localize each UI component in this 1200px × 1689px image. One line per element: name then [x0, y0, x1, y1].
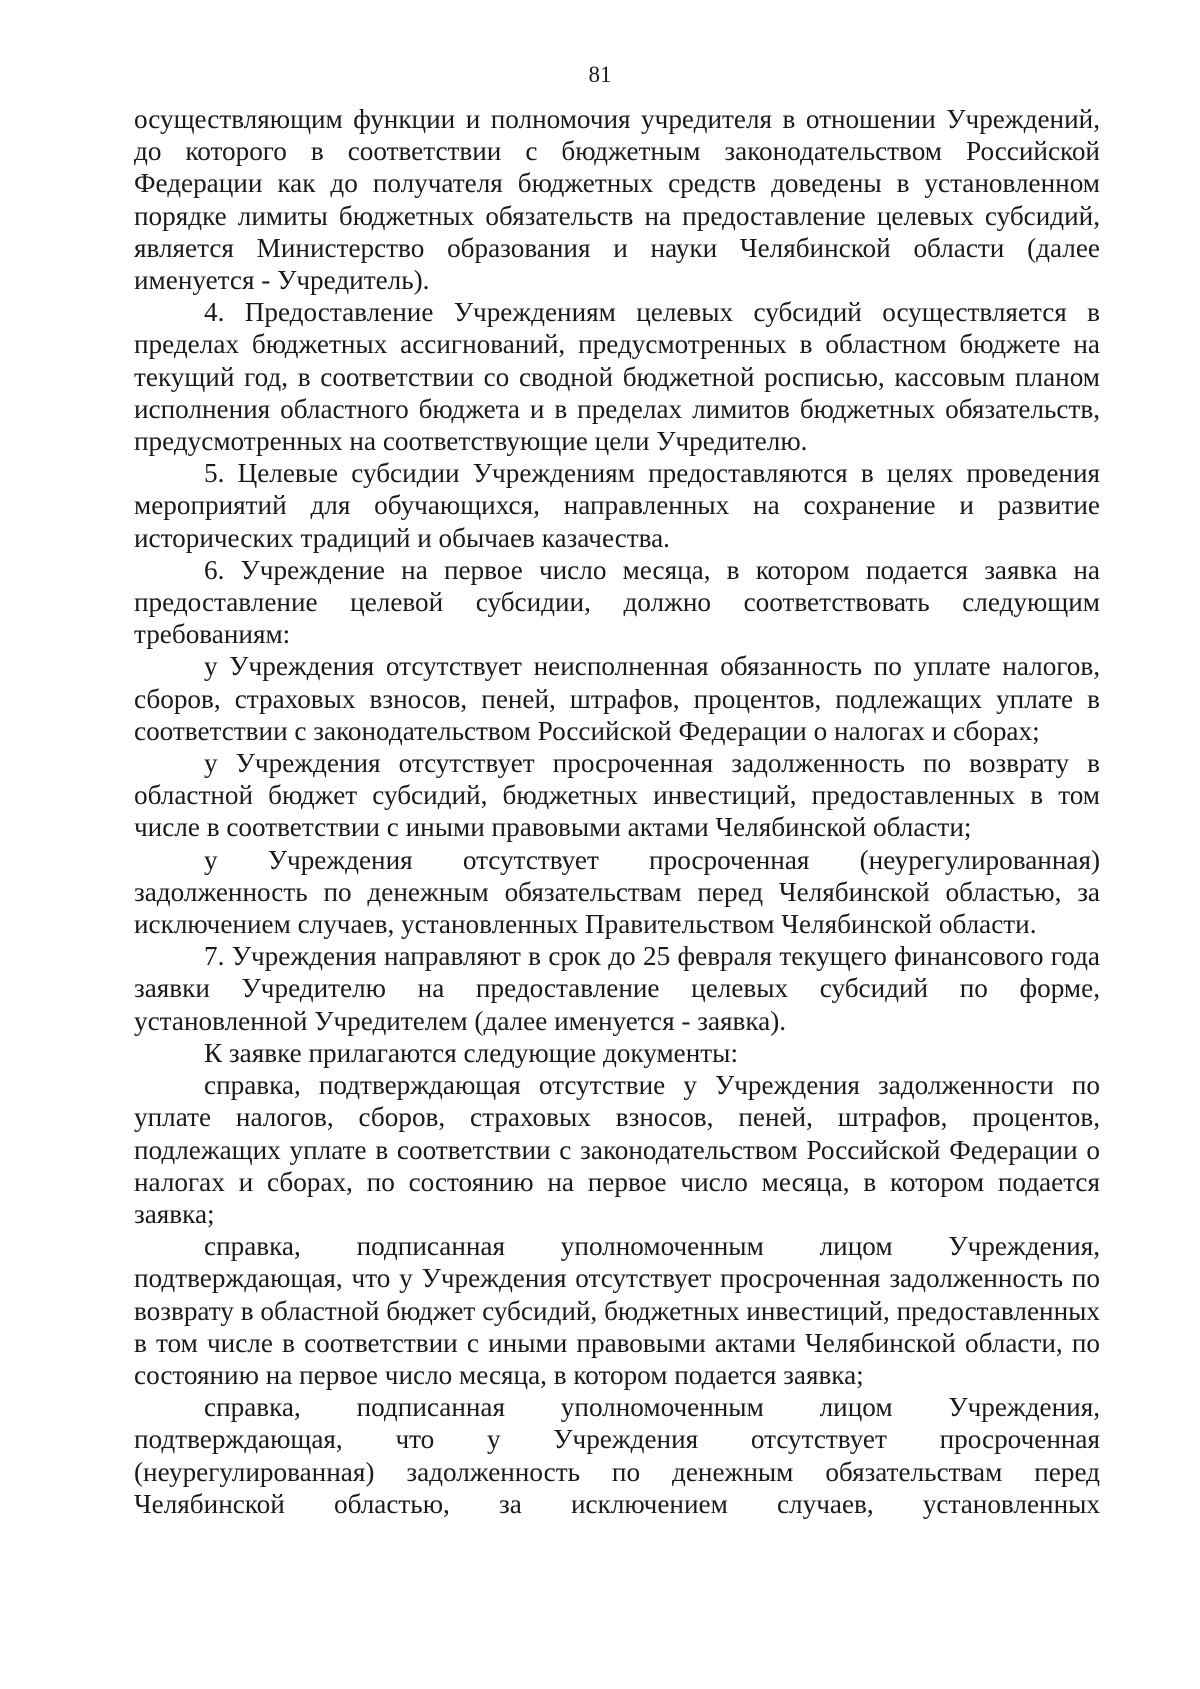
paragraph-document-tax-certificate: справка, подтверждающая отсутствие у Учреждения задолженности по уплате налогов, сборов, страховых взносов, пеней, штрафов, процентов, подлежащих уплате в соответствии с законодательством Российской Федерации о налогах и сборах, по состоянию на первое число месяца, в котором подается заявка;	[134, 1070, 1100, 1229]
paragraph-item-4: 4. Предоставление Учреждениям целевых субсидий осуществляется в пределах бюджетных ассигнований, предусмотренных в областном бюджете на текущий год, в соответствии со сводной бюджетной росписью, кассовым планом исполнения областного бюджета и в пределах лимитов бюджетных обязательств, предусмотренных на соответствующие цели Учредителю.	[134, 297, 1100, 457]
paragraph-item-6: 6. Учреждение на первое число месяца, в котором подается заявка на предоставление целевой субсидии, должно соответствовать следующим требованиям:	[134, 554, 1100, 650]
document-body	[134, 103, 1100, 1520]
paragraph-requirement-subsidies: у Учреждения отсутствует просроченная задолженность по возврату в областной бюджет субсидий, бюджетных инвестиций, предоставленных в том числе в соответствии с иными правовыми актами Челябинской области;	[134, 748, 1100, 843]
paragraph-requirement-obligations: у Учреждения отсутствует просроченная (неурегулированная) задолженность по денежным обязательствам перед Челябинской областью, за исключением случаев, установленных Правительством Челябинской области.	[134, 844, 1100, 940]
paragraph-documents-intro: К заявке прилагаются следующие документы:	[204, 1037, 738, 1068]
paragraph-item-5: 5. Целевые субсидии Учреждениям предоставляются в целях проведения мероприятий для обучающихся, направленных на сохранение и развитие исторических традиций и обычаев казачества.	[134, 458, 1100, 553]
paragraph-document-obligation-certificate: справка, подписанная уполномоченным лицом Учреждения, подтверждающая, что у Учреждения отсутствует просроченная (неурегулированная) задолженность по денежным обязательствам перед Челябинской областью, за исключением случаев, установленных	[134, 1392, 1100, 1519]
paragraph-item-7: 7. Учреждения направляют в срок до 25 февраля текущего финансового года заявки Учредителю на предоставление целевых субсидий по форме, установленной Учредителем (далее именуется - заявка).	[134, 941, 1100, 1036]
paragraph-continuation: осуществляющим функции и полномочия учредителя в отношении Учреждений, до которого в соответствии с бюджетным законодательством Российской Федерации как до получателя бюджетных средств доведены в установленном порядке лимиты бюджетных обязательств на предоставление целевых субсидий, является Министерство образования и науки Челябинской области (далее именуется - Учредитель).	[134, 104, 1100, 296]
paragraph-requirement-taxes: у Учреждения отсутствует неисполненная обязанность по уплате налогов, сборов, страховых взносов, пеней, штрафов, процентов, подлежащих уплате в соответствии с законодательством Российской Федерации о налогах и сборах;	[134, 651, 1100, 746]
paragraph-document-subsidy-certificate: справка, подписанная уполномоченным лицом Учреждения, подтверждающая, что у Учреждения отсутствует просроченная задолженность по возврату в областной бюджет субсидий, бюджетных инвестиций, предоставленных в том числе в соответствии с иными правовыми актами Челябинской области, по состоянию на первое число месяца, в котором подается заявка;	[134, 1231, 1100, 1390]
page-number: 81	[588, 62, 612, 87]
